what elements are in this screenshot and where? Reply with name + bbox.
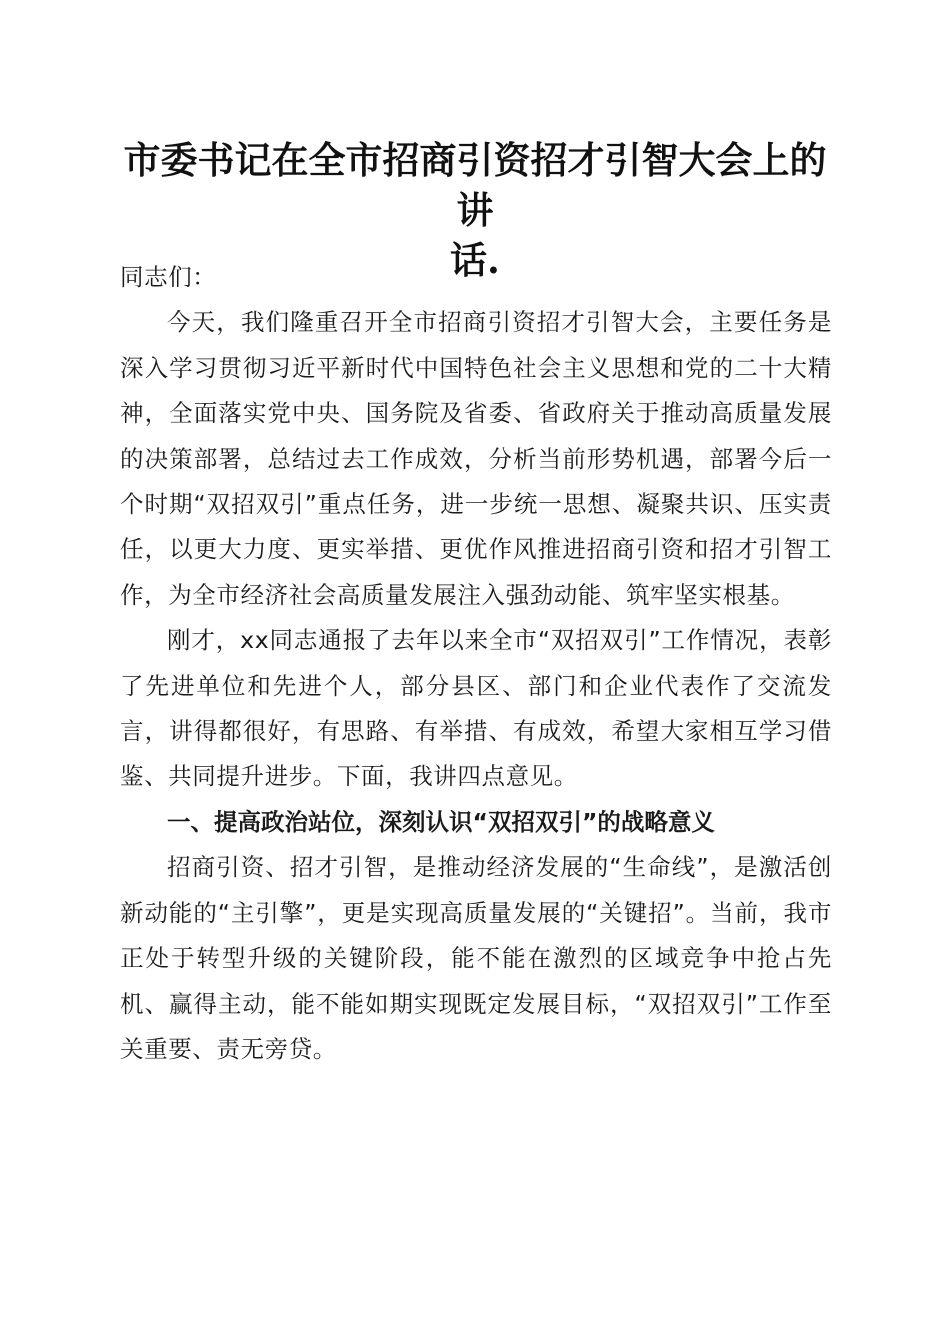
paragraph-review: 刚才，xx同志通报了去年以来全市“双招双引”工作情况，表彰了先进单位和先进个人，部分县区、部门和企业代表作了交流发言，讲得都很好，有思路、有举措、有成效，希望大家相互学习借鉴、共同提升进步。下面，我讲四点意见。 — [120, 626, 832, 791]
section-heading-1: 一、提高政治站位，深刻认识“双招双引”的战略意义 — [167, 807, 715, 836]
title-line-2: 话. — [450, 238, 500, 282]
paragraph-opening: 今天，我们隆重召开全市招商引资招才引智大会，主要任务是深入学习贯彻习近平新时代中国特色社会主义思想和党的二十大精神，全面落实党中央、国务院及省委、省政府关于推动高质量发展的决策部署，总结过去工作成效，分析当前形势机遇，部署今后一个时期“双招双引”重点任务，进一步统一思想、凝聚共识、压实责任，以更大力度、更实举措、更优作风推进招商引资和招才引智工作，为全市经济社会高质量发展注入强劲动能、筑牢坚实根基。 — [120, 308, 832, 609]
document-body — [120, 255, 832, 1072]
paragraph-section-1: 招商引资、招才引智，是推动经济发展的“生命线”，是激活创新动能的“主引擎”，更是实现高质量发展的“关键招”。当前，我市正处于转型升级的关键阶段，能不能在激烈的区域竞争中抢占先机、赢得主动，能不能如期实现既定发展目标，“双招双引”工作至关重要、责无旁贷。 — [120, 853, 832, 1063]
salutation: 同志们： — [120, 263, 217, 291]
title-line-1: 市委书记在全市招商引资招才引智大会上的讲 — [123, 138, 827, 232]
